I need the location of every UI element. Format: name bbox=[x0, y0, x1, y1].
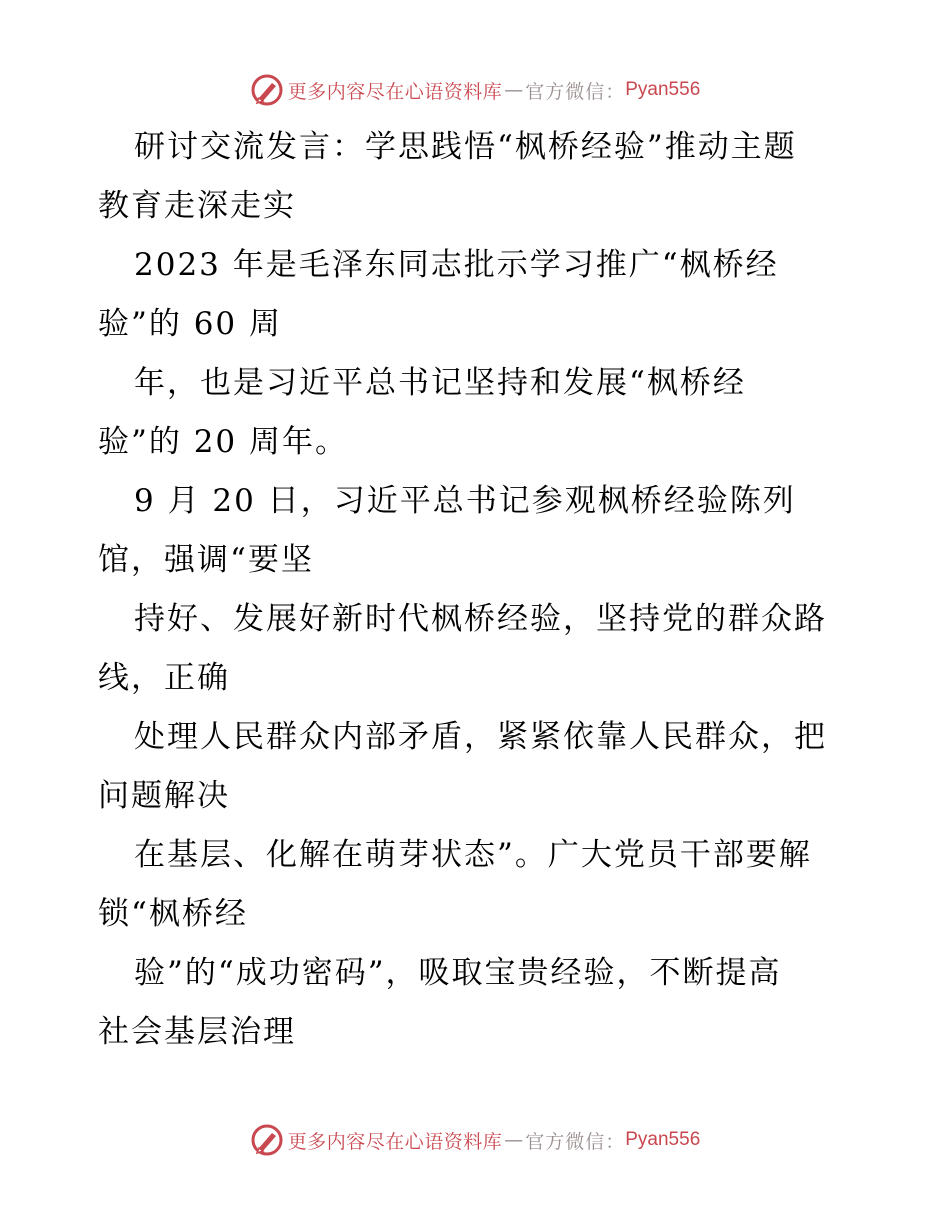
header-watermark bbox=[0, 70, 950, 110]
watermark-label: 官方微信： bbox=[525, 1130, 626, 1153]
text-line: 教育走深走实 bbox=[98, 188, 296, 224]
text-line: 在基层、化解在萌芽状态”。广大党员干部要解 bbox=[134, 837, 812, 873]
watermark-dash: — bbox=[504, 79, 524, 101]
text-line: 线，正确 bbox=[98, 660, 230, 696]
text-line: 持好、发展好新时代枫桥经验，坚持党的群众路 bbox=[134, 601, 827, 637]
text-line: 问题解决 bbox=[98, 778, 230, 814]
text-line: 验”的 60 周 bbox=[98, 306, 283, 342]
text-line: 锁“枫桥经 bbox=[98, 896, 248, 932]
text-line: 验”的 20 周年。 bbox=[98, 424, 349, 460]
text-line: 研讨交流发言：学思践悟“枫桥经验”推动主题 bbox=[134, 129, 797, 165]
text-line: 年，也是习近平总书记坚持和发展“枫桥经 bbox=[134, 365, 746, 401]
watermark-brand: 更多内容尽在心语资料库 bbox=[287, 1130, 503, 1153]
watermark-wechat-id: Pyan556 bbox=[625, 1129, 701, 1150]
text-line: 社会基层治理 bbox=[98, 1014, 296, 1050]
document-body bbox=[98, 118, 858, 1062]
watermark-dash: — bbox=[504, 1129, 524, 1151]
watermark-label: 官方微信： bbox=[525, 80, 626, 103]
footer-watermark bbox=[0, 1120, 950, 1160]
pen-seal-logo-icon bbox=[250, 73, 284, 107]
pen-seal-logo-icon bbox=[250, 1123, 284, 1157]
text-line: 处理人民群众内部矛盾，紧紧依靠人民群众，把 bbox=[134, 719, 827, 755]
text-line: 2023 年是毛泽东同志批示学习推广“枫桥经 bbox=[134, 247, 779, 283]
text-line: 9 月 20 日，习近平总书记参观枫桥经验陈列 bbox=[134, 483, 796, 519]
watermark-brand: 更多内容尽在心语资料库 bbox=[287, 80, 503, 103]
text-line: 验”的“成功密码”，吸取宝贵经验，不断提高 bbox=[134, 955, 782, 991]
text-line: 馆，强调“要坚 bbox=[98, 542, 314, 578]
watermark-wechat-id: Pyan556 bbox=[625, 79, 701, 100]
